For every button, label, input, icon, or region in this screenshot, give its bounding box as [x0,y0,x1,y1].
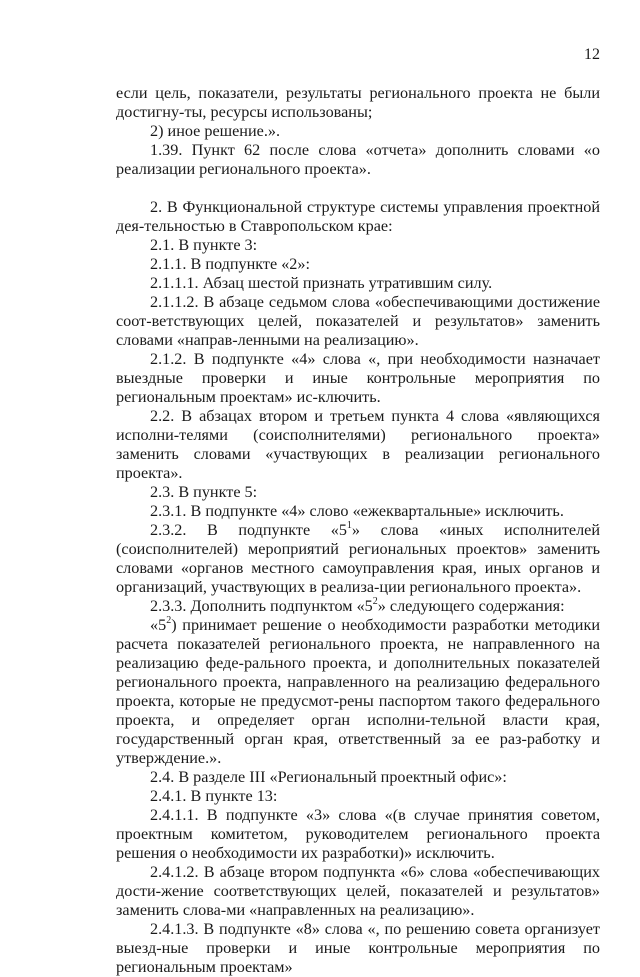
paragraph: 2.4. В разделе III «Региональный проектный офис»: [150,768,507,786]
paragraph [116,597,600,616]
paragraph-text: 2.3.2. В подпункте «5 [150,521,347,539]
paragraph: 2.4.1.3. В подпункте «8» слова «, по решению совета организует выезд-ные проверки и иные контрольные мероприятия по региональным проектам» [116,920,600,976]
paragraph: 2.1.1.2. В абзаце седьмом слова «обеспечивающими достижение соот-ветствующих целей, показателей и результатов» заменить словами «направ-ленными на реализацию». [116,293,600,349]
paragraph: 2.4.1. В пункте 13: [150,787,278,805]
paragraph-text: «5 [150,616,167,634]
paragraph: если цель, показатели, результаты регионального проекта не были достигну-ты, ресурсы использованы; [116,84,600,121]
paragraph: 2.1.1.1. Абзац шестой признать утратившим силу. [150,274,493,292]
paragraph [116,521,600,597]
paragraph: 2.4.1.2. В абзаце втором подпункта «6» слова «обеспечивающих дости-жение соответствующих целей, показателей и результатов» заменить слова-ми «направленных на реализацию». [116,863,600,919]
paragraph: 2.1.1. В подпункте «2»: [150,255,310,273]
paragraph: 2.1.2. В подпункте «4» слова «, при необходимости назначает выездные проверки и иные контрольные мероприятия по региональным проектам» ис-ключить. [116,350,600,406]
paragraph-gap [116,179,600,198]
paragraph-text: » следующего содержания: [377,597,565,615]
paragraph: 1.39. Пункт 62 после слова «отчета» дополнить словами «о реализации регионального проекта». [116,141,600,178]
paragraph: 2.1. В пункте 3: [150,236,258,254]
paragraph: 2.2. В абзацах втором и третьем пункта 4 слова «являющихся исполни-телями (соисполнителями) регионального проекта» заменить словами «участвующих в реализации регионального проекта». [116,407,600,482]
superscript: 2 [166,614,172,626]
paragraph [116,616,600,768]
paragraph: 2.3. В пункте 5: [150,483,258,501]
document-body [116,84,600,977]
paragraph-text: ) принимает решение о необходимости разработки методики расчета показателей регионального проекта, не направленного на реализацию феде-рального проекта, и дополнительных показателей регионального проекта, направленного на реализацию федерального проекта, которые не предусмот-рены паспортом такого федерального проекта, и определяет орган исполни-тельной власти края, государственный орган края, ответственный за ее раз-работку и утверждение.». [116,616,600,767]
superscript: 1 [346,519,352,531]
paragraph: 2.4.1.1. В подпункте «3» слова «(в случае принятия советом, проектным комитетом, руководителем регионального проекта решения о необходимости их разработки)» исключить. [116,806,600,862]
superscript: 2 [372,595,378,607]
page-number: 12 [584,46,600,63]
paragraph: 2) иное решение.». [150,122,281,140]
paragraph: 2.3.1. В подпункте «4» слово «ежеквартальные» исключить. [150,502,564,520]
paragraph: 2. В Функциональной структуре системы управления проектной дея-тельностью в Ставропольском крае: [116,198,600,235]
paragraph-text: » слова «иных исполнителей (соисполнителей) мероприятий региональных проектов» заменить словами «органов местного самоуправления края, иных органов и организаций, участвующих в реализа-ции регионального проекта». [116,521,601,596]
paragraph-text: 2.3.3. Дополнить подпунктом «5 [150,597,373,615]
